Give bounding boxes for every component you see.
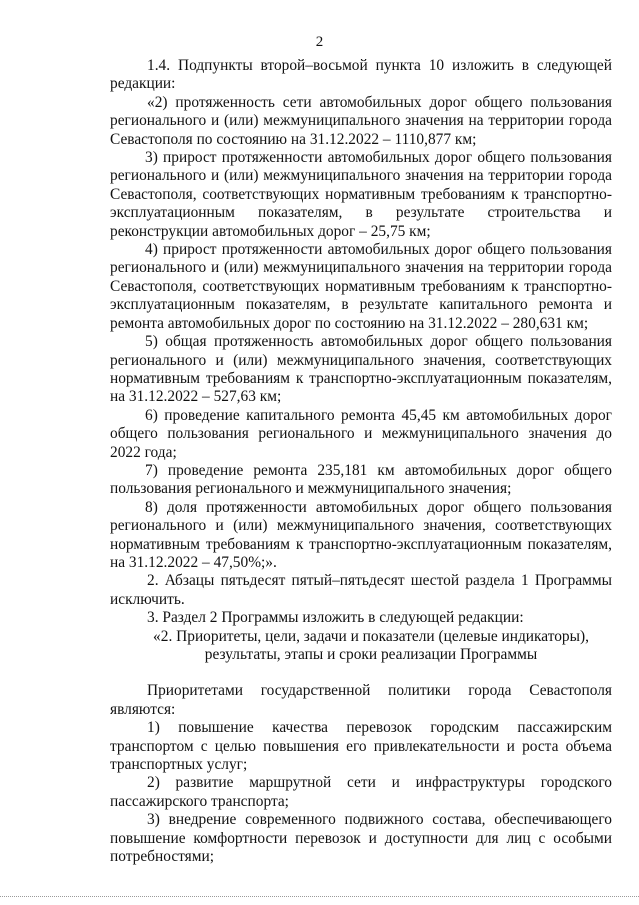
paragraph-item-8: 8) доля протяженности автомобильных дорог общего пользования регионального и (или) межмуниципального значения, соответствующих нормативным требованиям к транспортно-эксплуатационным показателям, на 31.12.2022 – 47,50%;». [110, 498, 612, 571]
paragraph-item-5: 5) общая протяженность автомобильных дорог общего пользования регионального и (или) межмуниципального значения, соответствующих нормативным требованиям к транспортно-эксплуатационным показателям, на 31.12.2022 – 527,63 км; [110, 333, 612, 406]
paragraph-amendment-2: 2. Абзацы пятьдесят пятый–пятьдесят шестой раздела 1 Программы исключить. [110, 572, 612, 608]
section-heading-line-2: результаты, этапы и сроки реализации Программы [204, 646, 538, 663]
paragraph-item-2: «2) протяженность сети автомобильных дорог общего пользования регионального и (или) межмуниципального значения на территории города Севастополя по состоянию на 31.12.2022 – 1110,877 км; [110, 93, 612, 148]
paragraph-item-6: 6) проведение капитального ремонта 45,45 км автомобильных дорог общего пользования регионального и межмуниципального значения до 2022 года; [110, 406, 612, 461]
document-body [110, 57, 612, 866]
page-number: 2 [315, 34, 324, 50]
paragraph-priority-1: 1) повышение качества перевозок городским пассажирским транспортом с целью повышения его привлекательности и роста объема транспортных услуг; [110, 719, 612, 774]
paragraph-priorities: Приоритетами государственной политики города Севастополя являются: [110, 682, 612, 718]
paragraph-amendment-3: 3. Раздел 2 Программы изложить в следующей редакции: [147, 609, 524, 627]
scan-edge-divider [0, 896, 639, 897]
blank-line [110, 664, 612, 682]
paragraph-amendment-1-4: 1.4. Подпункты второй–восьмой пункта 10 изложить в следующей редакции: [110, 57, 612, 93]
section-heading-line-1: «2. Приоритеты, цели, задачи и показатели (целевые индикаторы), [153, 627, 589, 645]
paragraph-priority-3: 3) внедрение современного подвижного состава, обеспечивающего повышение комфортности перевозок и доступности для лиц с особыми потребностями; [110, 811, 612, 866]
paragraph-priority-2: 2) развитие маршрутной сети и инфраструктуры городского пассажирского транспорта; [110, 774, 612, 810]
paragraph-item-7: 7) проведение ремонта 235,181 км автомобильных дорог общего пользования регионального и межмуниципального значения; [110, 461, 612, 498]
paragraph-item-3: 3) прирост протяженности автомобильных дорог общего пользования регионального и (или) межмуниципального значения на территории города Севастополя, соответствующих нормативным требованиям к транспортно-эксплуатационным показателям, в результате строительства и реконструкции автомобильных дорог – 25,75 км; [110, 149, 612, 240]
paragraph-item-4: 4) прирост протяженности автомобильных дорог общего пользования регионального и (или) межмуниципального значения на территории города Севастополя, соответствующих нормативным требованиям к транспортно-эксплуатационным показателям, в результате капитального ремонта и ремонта автомобильных дорог по состоянию на 31.12.2022 – 280,631 км; [110, 241, 612, 332]
